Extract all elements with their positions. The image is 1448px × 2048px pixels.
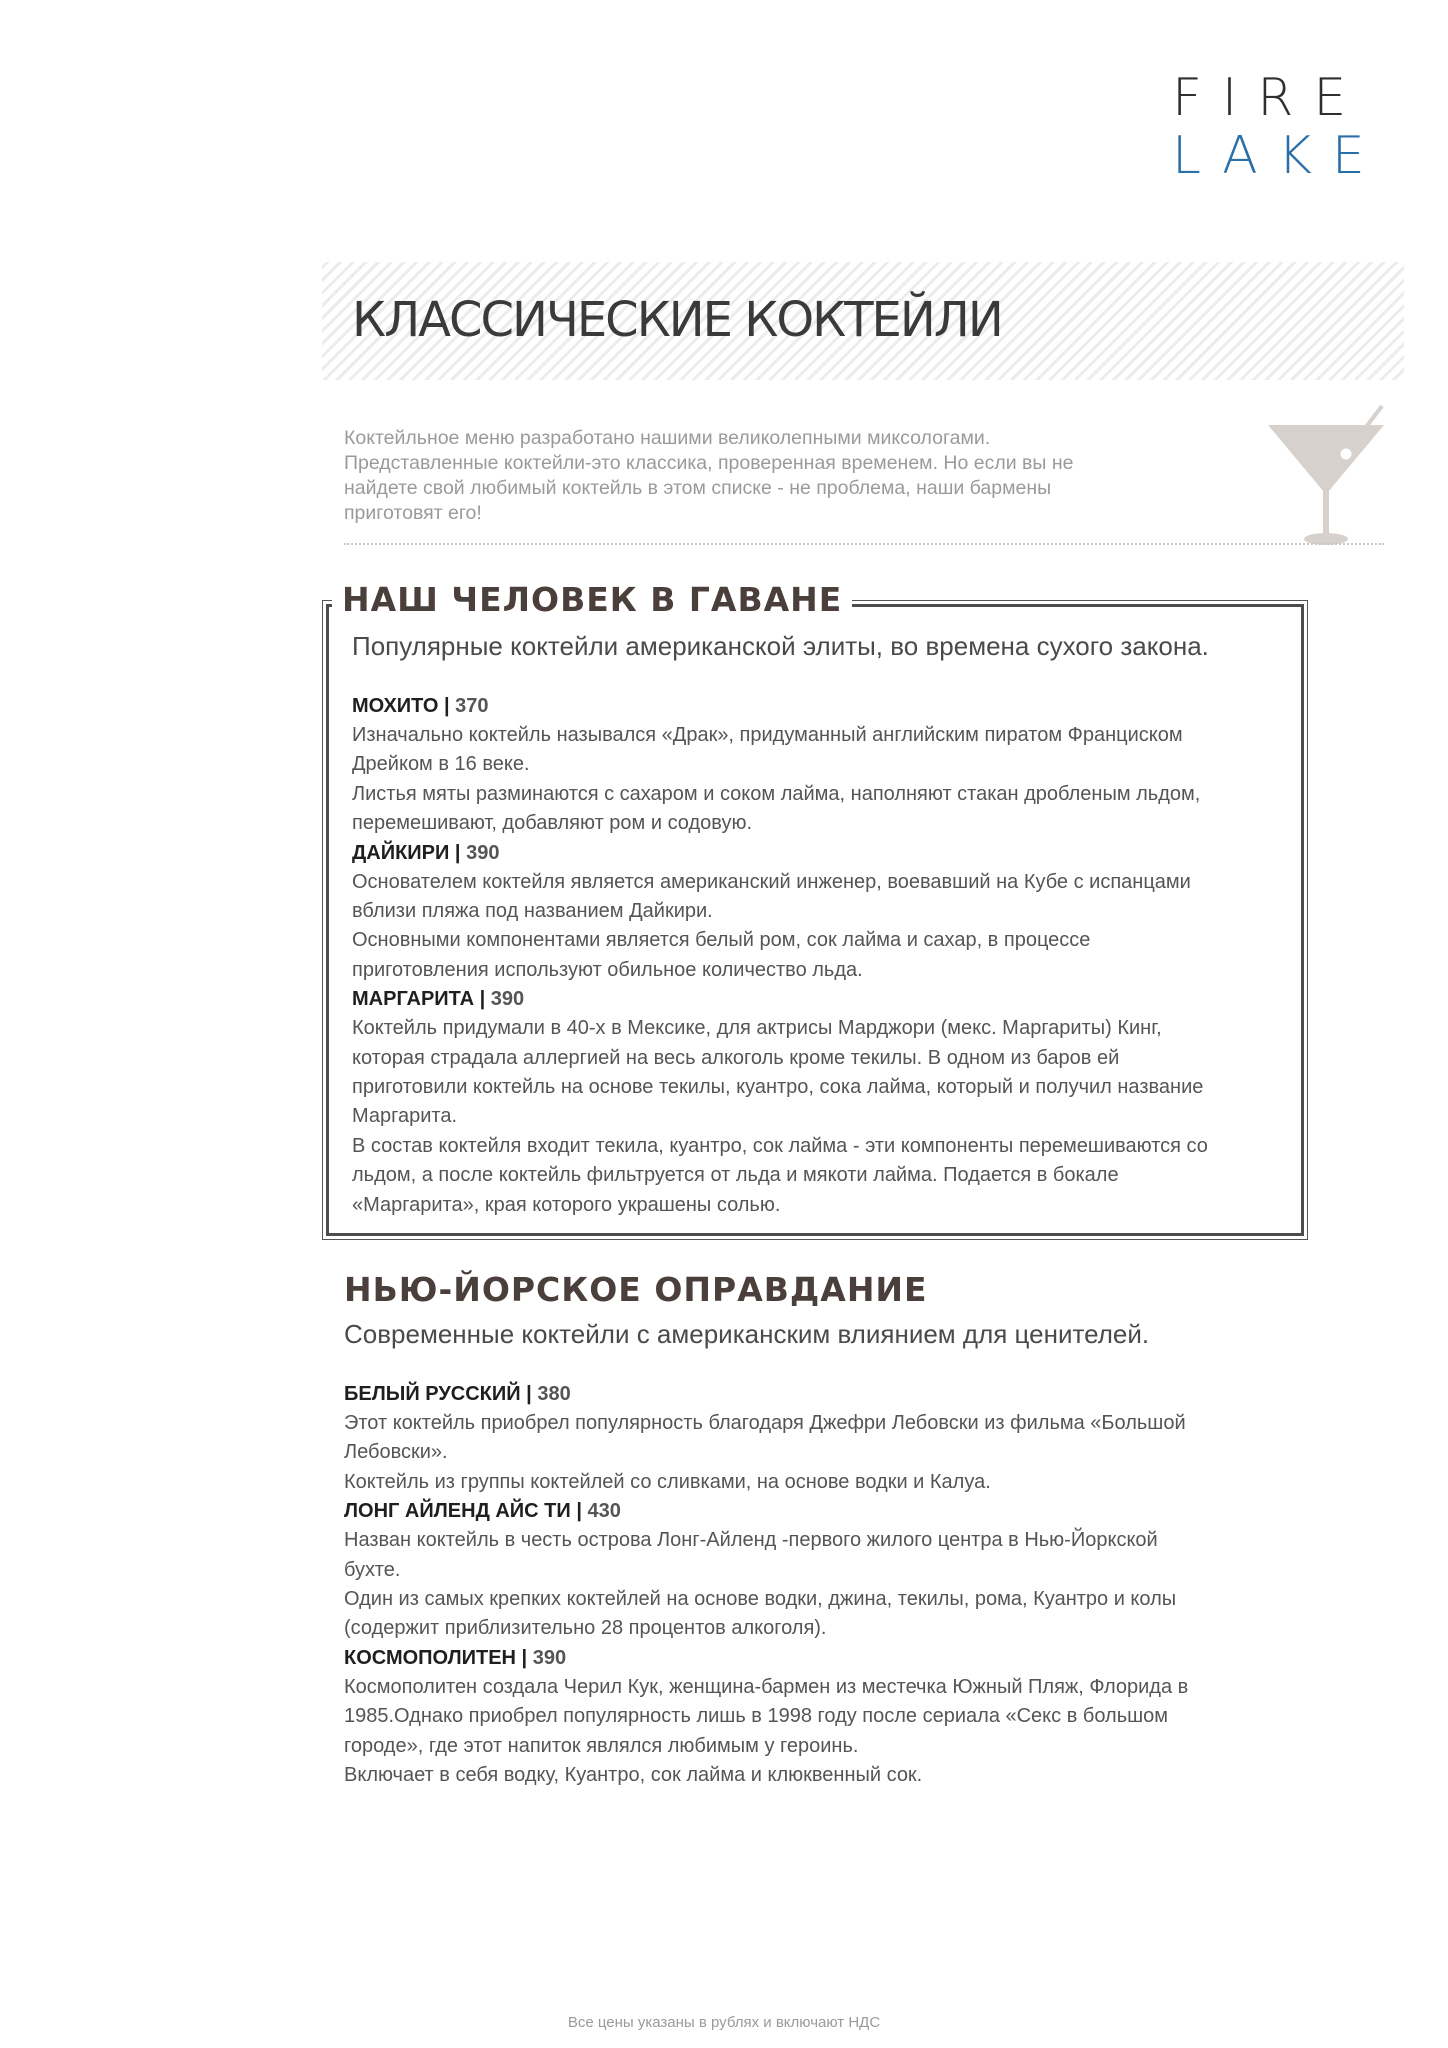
item-name: КОСМОПОЛИТЕН | [344,1646,528,1669]
item-description: городе», где этот напиток являлся любимым у героинь. [344,1734,859,1757]
item-name: ДАЙКИРИ | [352,841,461,864]
item-description: Маргарита. [352,1105,458,1128]
menu-item-long-island [344,1497,1274,1644]
footer-note: Все цены указаны в рублях и включают НДС [567,2014,881,2031]
item-description: (содержит приблизительно 28 процентов алкоголя). [344,1617,827,1640]
item-description: вблизи пляжа под названием Дайкири. [352,900,713,923]
item-description: Основателем коктейля является американский инженер, воевавший на Кубе с испанцами [352,870,1191,893]
item-heading [344,1497,1274,1526]
item-name: МОХИТО | [352,695,450,717]
menu-item-margarita [352,985,1282,1220]
section1-subtitle: Популярные коктейли американской элиты, во времена сухого закона. [352,631,1209,661]
section2-subtitle: Современные коктейли с американским влиянием для ценителей. [344,1319,1150,1349]
item-description: Дрейком в 16 веке. [352,753,530,776]
menu-item-white-russian [344,1380,1274,1497]
item-heading [352,839,1282,868]
logo [1172,68,1385,186]
item-description: «Маргарита», края которого украшены солью. [352,1193,781,1216]
item-description: Лебовски». [344,1441,448,1464]
logo-fire: FIRE [1172,68,1367,128]
item-price: 390 [532,1646,567,1669]
item-description: 1985.Однако приобрел популярность лишь в 1998 году после сериала «Секс в большом [344,1705,1169,1728]
intro-line: найдете свой любимый коктейль в этом списке - не проблема, наши бармены [344,477,1052,499]
item-price: 390 [490,988,525,1011]
intro-divider [344,543,1384,545]
item-name: БЕЛЫЙ РУССКИЙ | [344,1383,532,1405]
section2-items [344,1380,1274,1790]
item-price: 430 [587,1500,621,1523]
item-description: приготовления используют обильное количество льда. [352,958,863,981]
item-price: 390 [466,841,500,864]
item-description: Включает в себя водку, Куантро, сок лайма и клюквенный сок. [344,1764,923,1787]
item-description: Коктейль из группы коктейлей со сливками, на основе водки и Калуа. [344,1470,991,1493]
item-description: приготовили коктейль на основе текилы, куантро, сока лайма, который и получил название [352,1076,1204,1099]
item-heading [352,985,1282,1014]
item-description: Космополитен создала Черил Кук, женщина-бармен из местечка Южный Пляж, Флорида в [344,1675,1189,1698]
item-description: Этот коктейль приобрел популярность благодаря Джефри Лебовски из фильма «Большой [344,1412,1186,1434]
intro-line: приготовят его! [344,502,482,524]
section1-title: НАШ ЧЕЛОВЕК В ГАВАНЕ [342,580,843,619]
item-heading [344,1644,1274,1673]
martini-glass-icon [1266,400,1396,550]
logo-lake: LAKE [1172,126,1385,186]
item-description: перемешивают, добавляют ром и содовую. [352,812,753,835]
menu-item-cosmopolitan [344,1644,1274,1791]
intro-line: Представленные коктейли-это классика, проверенная временем. Но если вы не [344,452,1074,474]
item-heading [352,692,1282,721]
item-description: Основными компонентами является белый ром, сок лайма и сахар, в процессе [352,929,1091,952]
intro-text [344,426,1144,526]
item-description: льдом, а после коктейль фильтруется от льда и мякоти лайма. Подается в бокале [352,1164,1119,1187]
section1-title-wrap [332,580,852,620]
item-description: Один из самых крепких коктейлей на основе водки, джина, текилы, рома, Куантро и колы [344,1588,1177,1611]
item-description: Назван коктейль в честь острова Лонг-Айленд -первого жилого центра в Нью-Йоркской [344,1529,1158,1552]
section2-title: НЬЮ-ЙОРСКОЕ ОПРАВДАНИЕ [344,1270,928,1309]
item-name: ЛОНГ АЙЛЕНД АЙС ТИ | [344,1500,582,1523]
item-name: МАРГАРИТА | [352,988,486,1011]
item-price: 370 [455,695,489,717]
intro-line: Коктейльное меню разработано нашими великолепными миксологами. [344,427,991,449]
item-description: Коктейль придумали в 40-х в Мексике, для актрисы Марджори (мекс. Маргариты) Кинг, [352,1017,1162,1040]
item-heading [344,1380,1274,1409]
item-description: Листья мяты разминаются с сахаром и соком лайма, наполняют стакан дробленым льдом, [352,782,1201,805]
item-description: В состав коктейля входит текила, куантро, сок лайма - эти компоненты перемешиваются со [352,1134,1208,1157]
menu-item-mojito [352,692,1282,839]
menu-item-daiquiri [352,839,1282,986]
item-description: Изначально коктейль назывался «Драк», придуманный английским пиратом Франциском [352,724,1183,746]
page-title: КЛАССИЧЕСКИЕ КОКТЕЙЛИ [352,292,1002,348]
item-description: бухте. [344,1558,401,1581]
item-price: 380 [537,1383,571,1405]
item-description: которая страдала аллергией на весь алкоголь кроме текилы. В одном из баров ей [352,1046,1120,1069]
section1-items [352,692,1282,1220]
title-banner [322,262,1404,380]
